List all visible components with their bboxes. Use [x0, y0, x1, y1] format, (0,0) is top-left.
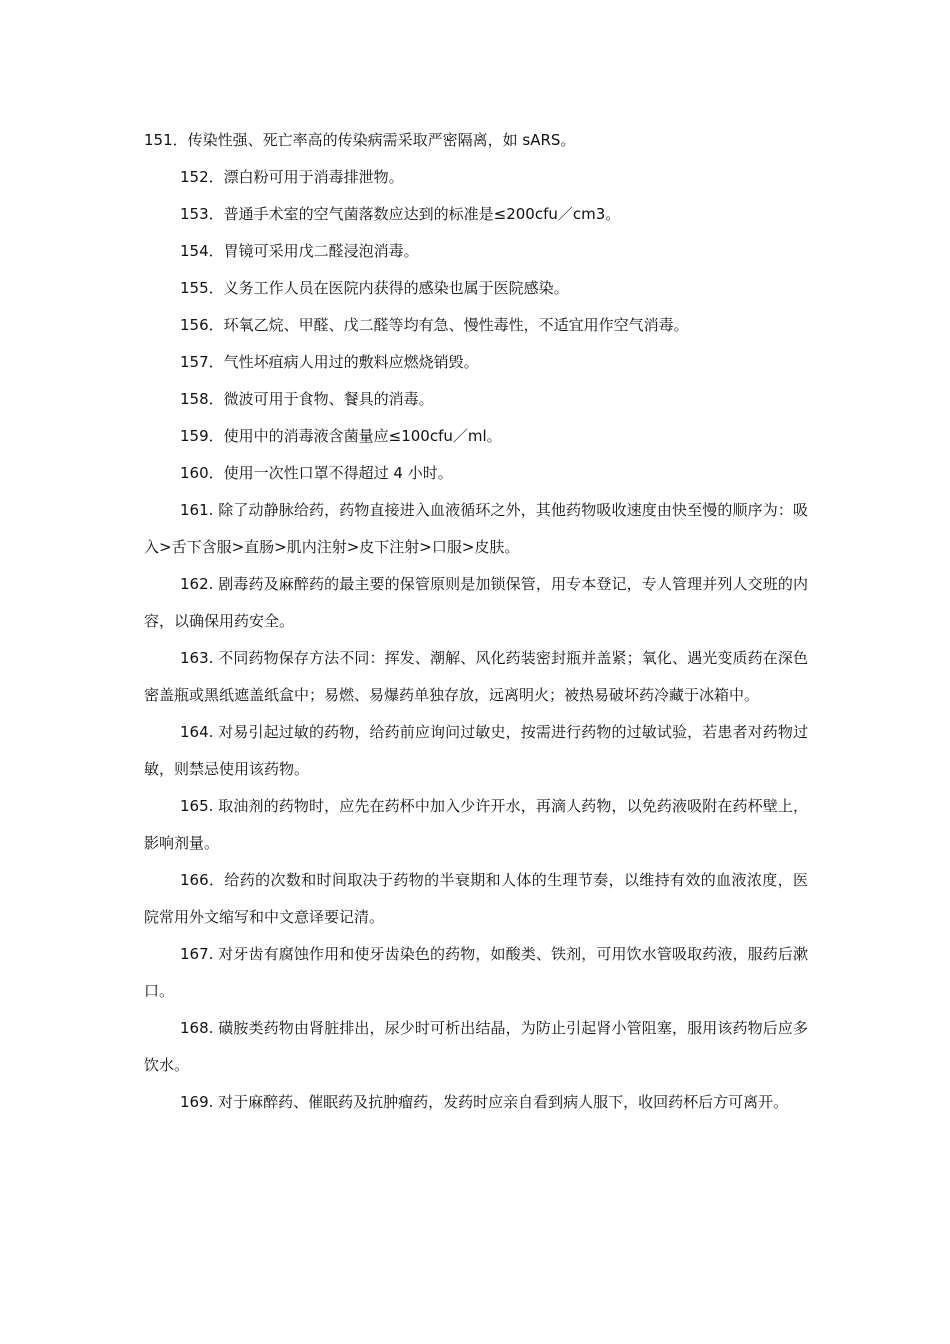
- paragraph-155: 155．义务工作人员在医院内获得的感染也属于医院感染。: [180, 279, 569, 297]
- paragraph-160: 160．使用一次性口罩不得超过 4 小时。: [180, 464, 453, 482]
- paragraph-165: 165. 取油剂的药物时，应先在药杯中加入少许开水，再滴人药物，以免药液吸附在药杯壁上，影响剂量。: [144, 797, 808, 852]
- paragraph-166: 166．给药的次数和时间取决于药物的半衰期和人体的生理节奏，以维持有效的血液浓度，医院常用外文缩写和中文意译要记清。: [144, 871, 808, 926]
- paragraph-161: 161. 除了动静脉给药，药物直接进入血液循环之外，其他药物吸收速度由快至慢的顺序为：吸入>舌下含服>直肠>肌内注射>皮下注射>口服>皮肤。: [144, 501, 808, 556]
- paragraph-168: 168. 磺胺类药物由肾脏排出，尿少时可析出结晶，为防止引起肾小管阻塞，服用该药物后应多饮水。: [144, 1019, 808, 1074]
- paragraph-157: 157．气性坏疽病人用过的敷料应燃烧销毁。: [180, 353, 479, 371]
- paragraph-164: 164. 对易引起过敏的药物，给药前应询问过敏史，按需进行药物的过敏试验，若患者对药物过敏，则禁忌使用该药物。: [144, 723, 808, 778]
- paragraph-151: 151．传染性强、死亡率高的传染病需采取严密隔离，如 sARS。: [144, 131, 576, 149]
- paragraph-152: 152．漂白粉可用于消毒排泄物。: [180, 168, 404, 186]
- paragraph-167: 167. 对牙齿有腐蚀作用和使牙齿染色的药物，如酸类、铁剂，可用饮水管吸取药液，服药后漱口。: [144, 945, 808, 1000]
- paragraph-158: 158．微波可用于食物、餐具的消毒。: [180, 390, 434, 408]
- paragraph-153: 153．普通手术室的空气菌落数应达到的标准是≤200cfu／cm3。: [180, 205, 621, 223]
- paragraph-162: 162. 剧毒药及麻醉药的最主要的保管原则是加锁保管，用专本登记，专人管理并列人交班的内容，以确保用药安全。: [144, 575, 808, 630]
- paragraph-154: 154．胃镜可采用戊二醛浸泡消毒。: [180, 242, 419, 260]
- paragraph-159: 159．使用中的消毒液含菌量应≤100cfu／ml。: [180, 427, 502, 445]
- paragraph-169: 169. 对于麻醉药、催眠药及抗肿瘤药，发药时应亲自看到病人服下，收回药杯后方可离开。: [180, 1093, 789, 1111]
- paragraph-163: 163. 不同药物保存方法不同：挥发、潮解、风化药装密封瓶并盖紧；氧化、遇光变质药在深色密盖瓶或黑纸遮盖纸盒中；易燃、易爆药单独存放，远离明火；被热易破坏药冷藏于冰箱中。: [144, 649, 808, 704]
- document-body: [144, 122, 808, 1121]
- paragraph-156: 156．环氧乙烷、甲醛、戊二醛等均有急、慢性毒性，不适宜用作空气消毒。: [180, 316, 689, 334]
